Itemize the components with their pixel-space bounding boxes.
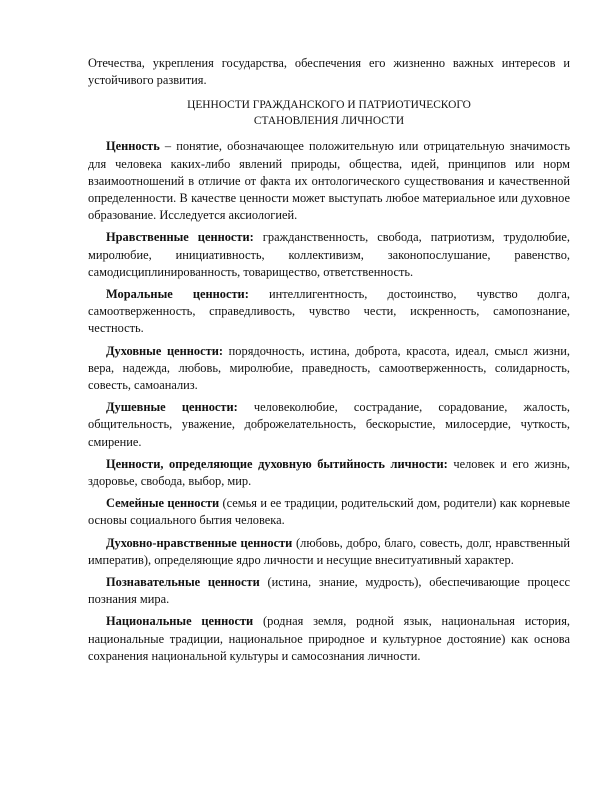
term: Нравственные ценности: — [106, 230, 254, 245]
term: Духовно-нравственные ценности — [106, 535, 293, 550]
definition: (любовь, добро, благо, совесть, долг, нравственный императив), определяющие ядро личности и несущие внеситуативный характер. — [88, 535, 571, 567]
term: Ценность — [106, 139, 160, 154]
intro-paragraph: Отечества, укрепления государства, обеспечения его жизненно важных интересов и устойчивого развития. — [88, 56, 570, 88]
term: Семейные ценности — [106, 496, 220, 511]
definition: – понятие, обозначающее положительную или отрицательную значимость для человека каких-либо явлений природы, общества, идей, принципов или норм взаимоотношений в отличие от факта их онтологического существования и качественной определенности. В качестве ценности может выступать любое материальное или духовное образование. Исследуется аксиологией. — [88, 139, 570, 223]
term: Душевные ценности: — [106, 400, 238, 415]
heading-line-1: ЦЕННОСТИ ГРАЖДАНСКОГО И ПАТРИОТИЧЕСКОГО — [187, 99, 471, 112]
paragraph-ethical-values — [88, 229, 570, 281]
paragraph-national-values — [88, 613, 570, 665]
heading-line-2: СТАНОВЛЕНИЯ ЛИЧНОСТИ — [253, 114, 405, 127]
paragraph-family-values — [88, 495, 570, 529]
document-page — [88, 55, 570, 670]
definition: человек и его жизнь, здоровье, свобода, выбор, мир. — [88, 456, 570, 489]
definition: (истина, знание, мудрость), обеспечивающие процесс познания мира. — [88, 575, 570, 607]
term: Познавательные ценности — [106, 575, 260, 590]
term: Национальные ценности — [106, 614, 254, 629]
definition: человеколюбие, сострадание, сорадование, жалость, общительность, уважение, доброжелательность, бескорыстие, милосердие, чуткость, смирение. — [88, 400, 571, 449]
definition: (семья и ее традиции, родительский дом, родители) как корневые основы социального бытия человека. — [88, 496, 570, 528]
term: Ценности, определяющие духовную бытийность личности: — [106, 456, 448, 471]
paragraph-soul-values — [88, 399, 570, 451]
definition: порядочность, истина, доброта, красота, идеал, смысл жизни, вера, надежда, любовь, миролюбие, праведность, самоотверженность, солидарность, совесть, самоанализ. — [88, 343, 570, 393]
paragraph-spiritual-moral-values — [88, 535, 570, 569]
paragraph-moral-values — [88, 286, 570, 338]
term: Духовные ценности: — [106, 343, 223, 358]
definition: интеллигентность, достоинство, чувство долга, самоотверженность, справедливость, чувство чести, искренность, самопознание, честность. — [88, 287, 570, 336]
term: Моральные ценности: — [106, 287, 249, 302]
paragraph-existential-values — [88, 456, 570, 490]
paragraph-value — [88, 138, 570, 224]
paragraph-spiritual-values — [88, 343, 570, 395]
definition: гражданственность, свобода, патриотизм, трудолюбие, миролюбие, инициативность, коллективизм, законопослушание, равенство, самодисциплинированность, товарищество, ответственность. — [88, 230, 571, 279]
paragraph-cognitive-values — [88, 574, 570, 608]
section-heading — [88, 98, 570, 129]
definition: (родная земля, родной язык, национальная история, национальные традиции, национальное природное и культурное достояние) как основа сохранения национальной культуры и самосознания личности. — [88, 614, 570, 663]
